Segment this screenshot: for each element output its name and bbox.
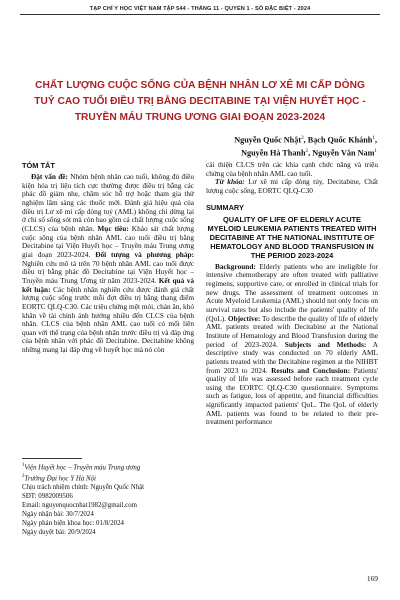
journal-header: TẠP CHÍ Y HỌC VIỆT NAM TẬP 544 - THÁNG 11 - QUYỂN 1 - SỐ ĐẶC BIỆT - 2024: [89, 6, 311, 12]
affiliation-mark: 2: [22, 474, 25, 480]
background-text: Elderly patients who are ineligible for intensive chemotherapy are often treated with palliative regimens, supportive care, or enrolled in clinical trials for new drugs. The assessment of treatment outcomes in Acute Myeloid Leukemia (AML) should not only focus on survival rates but also include the patients' quality of life (QoL).: [206, 261, 378, 323]
affiliation-1: [22, 462, 197, 473]
author-name: Bạch Quốc Khánh: [307, 135, 373, 145]
author-name: Nguyễn Quốc Nhật: [234, 135, 302, 145]
author-name: Nguyễn Văn Nam: [312, 148, 375, 158]
author-name: Nguyễn Hà Thanh: [241, 148, 306, 158]
phone-number: SĐT: 0982009506: [22, 493, 73, 501]
author-affiliation-mark: 1: [374, 148, 377, 155]
author-line-2: [177, 146, 377, 159]
objective-label: Objective:: [227, 313, 261, 323]
methods-label: Subjects and Methods:: [284, 339, 367, 349]
results-text: Các bệnh nhân nghiên cứu được đánh giá chất lượng cuộc sống trước mỗi đợt điều trị bằng thang điểm EORTC QLQ-C30. Các triệu chứng mệt mỏi, chán ăn, khó khăn về tài chính ảnh hưởng nhiều đến CLCS của bệnh nhân. CLCS của bệnh nhân AML cao tuổi có mối liên quan với thể trạng của bệnh nhân trước điều trị và đáp ứng của bệnh nhân với phác đồ Decitabine. Decitabine không những mang lại đáp ứng về huyết học mà nó còn: [22, 284, 194, 355]
accepted-date: Ngày duyệt bài: 20/9/2024: [22, 528, 96, 536]
affiliation-2: [22, 473, 197, 484]
email-address: Email: nguyenquocnhat1982@gmail.com: [22, 502, 138, 510]
author-line-1: [177, 133, 377, 146]
right-column: [206, 161, 378, 427]
affiliation-text: Trường Đại học Y Hà Nội: [24, 475, 96, 483]
objective-text: To describe the quality of life of elderly AML patients treated with Decitabine at the National Institute of Hematology and Blood Transfusion during the period of 2023-2024.: [206, 313, 378, 349]
page-number: 169: [366, 574, 378, 583]
affiliation-text: Viện Huyết học – Truyền máu Trung ương: [24, 464, 141, 472]
background-label: Đặt vấn đề:: [31, 172, 68, 181]
left-column: [22, 161, 194, 355]
author-separator: ,: [303, 135, 308, 145]
article-title: CHẤT LƯỢNG CUỘC SỐNG CỦA BỆNH NHÂN LƠ XÊ MI CẤP DÒNG TUỶ CAO TUỔI ĐIỀU TRỊ BẰNG DECITABINE TẠI VIỆN HUYẾT HỌC - TRUYỀN MÁU TRUNG ƯƠNG GIAI ĐOẠN 2023-2024: [34, 80, 366, 123]
corresponding-author: Chịu trách nhiệm chính: Nguyễn Quốc Nhật: [22, 484, 145, 492]
methods-label: Đối tượng và phương pháp:: [95, 249, 194, 259]
keywords-text: Lơ xê mi cấp dòng tủy, Decitabine, Chất lượng cuộc sống, EORTC QLQ-C30: [206, 177, 378, 195]
objective-text: Khảo sát chất lượng cuộc sống của bệnh nhân AML cao tuổi điều trị bằng Decitabine tại Viện Huyết học – Truyền máu Trung ương giai đoạn 2023-2024.: [22, 223, 194, 259]
summary-heading: SUMMARY: [206, 202, 244, 212]
footnotes: [22, 462, 197, 538]
author-affiliation-mark: 1: [372, 135, 375, 141]
abstract-vi-heading: TÓM TẮT: [22, 161, 55, 170]
author-list: [177, 133, 377, 159]
background-text: Nhóm bệnh nhân cao tuổi, không đủ điều kiện hóa trị liệu tích cực thường được điều trị bằng các phác đồ giảm nhẹ, chăm sóc hỗ trợ hoặc tham gia thử nghiệm lâm sàng các thuốc mới. Đánh giá hiệu quả của điều trị Lơ xê mi cấp dòng tuỷ (AML) không chỉ dừng lại ở chỉ số sống sót mà còn bao gồm cả chất lượng cuộc sống (CLCS) của bệnh nhân.: [22, 172, 194, 233]
methods-text: A descriptive study was conducted on 70 elderly AML patients treated with the Decitabine regimen at the NIHBT from 2023 to 2024.: [206, 339, 379, 375]
results-label: Kết quả và kết luận:: [22, 275, 194, 294]
methods-text: Nghiên cứu mô tả trên 70 bệnh nhân AML cao tuổi được điều trị bằng phác đồ Decitabine tại Viện Huyết học – Truyền máu Trung Ương từ năm 2023-2024.: [22, 258, 194, 285]
objective-label: Mục tiêu:: [97, 223, 129, 233]
affiliation-mark: 1: [22, 463, 25, 468]
background-label: Background:: [215, 261, 256, 271]
reviewed-date: Ngày phản biện khoa học: 01/8/2024: [22, 520, 125, 528]
author-separator: ,: [308, 148, 313, 158]
header-rule: [20, 14, 380, 15]
english-title: QUALITY OF LIFE OF ELDERLY ACUTE MYELOID LEUKEMIA PATIENTS TREATED WITH DECITABINE AT THE NATIONAL INSTITUTE OF HEMATOLOGY AND BLOOD TRANSFUSION IN THE PERIOD 2023-2024: [207, 214, 377, 261]
author-separator: ,: [374, 135, 377, 145]
keywords: [206, 178, 378, 195]
results-label: Results and Conclusion:: [271, 365, 351, 375]
abstract-vi-paragraph: [22, 173, 194, 355]
results-text: Patients' quality of life was assessed before each treatment cycle using the EORTC QLQ-C30 questionnaire. Symptoms such as fatigue, loss of appetite, and financial difficulties significantly impacted patients' QoL. The QoL of elderly AML patients was found to be related to their pre-treatment performance: [206, 365, 379, 427]
received-date: Ngày nhận bài: 30/7/2024: [22, 511, 94, 519]
keywords-label: Từ khóa:: [215, 177, 245, 187]
abstract-en-paragraph: [206, 263, 378, 427]
footnote-rule: [22, 458, 82, 459]
abstract-vi-continuation: cải thiện CLCS trên các khía cạnh chức năng và triệu chứng của bệnh nhân AML cao tuổi.: [206, 160, 378, 178]
author-affiliation-mark: 2: [301, 135, 304, 141]
author-affiliation-mark: 2: [305, 148, 309, 155]
